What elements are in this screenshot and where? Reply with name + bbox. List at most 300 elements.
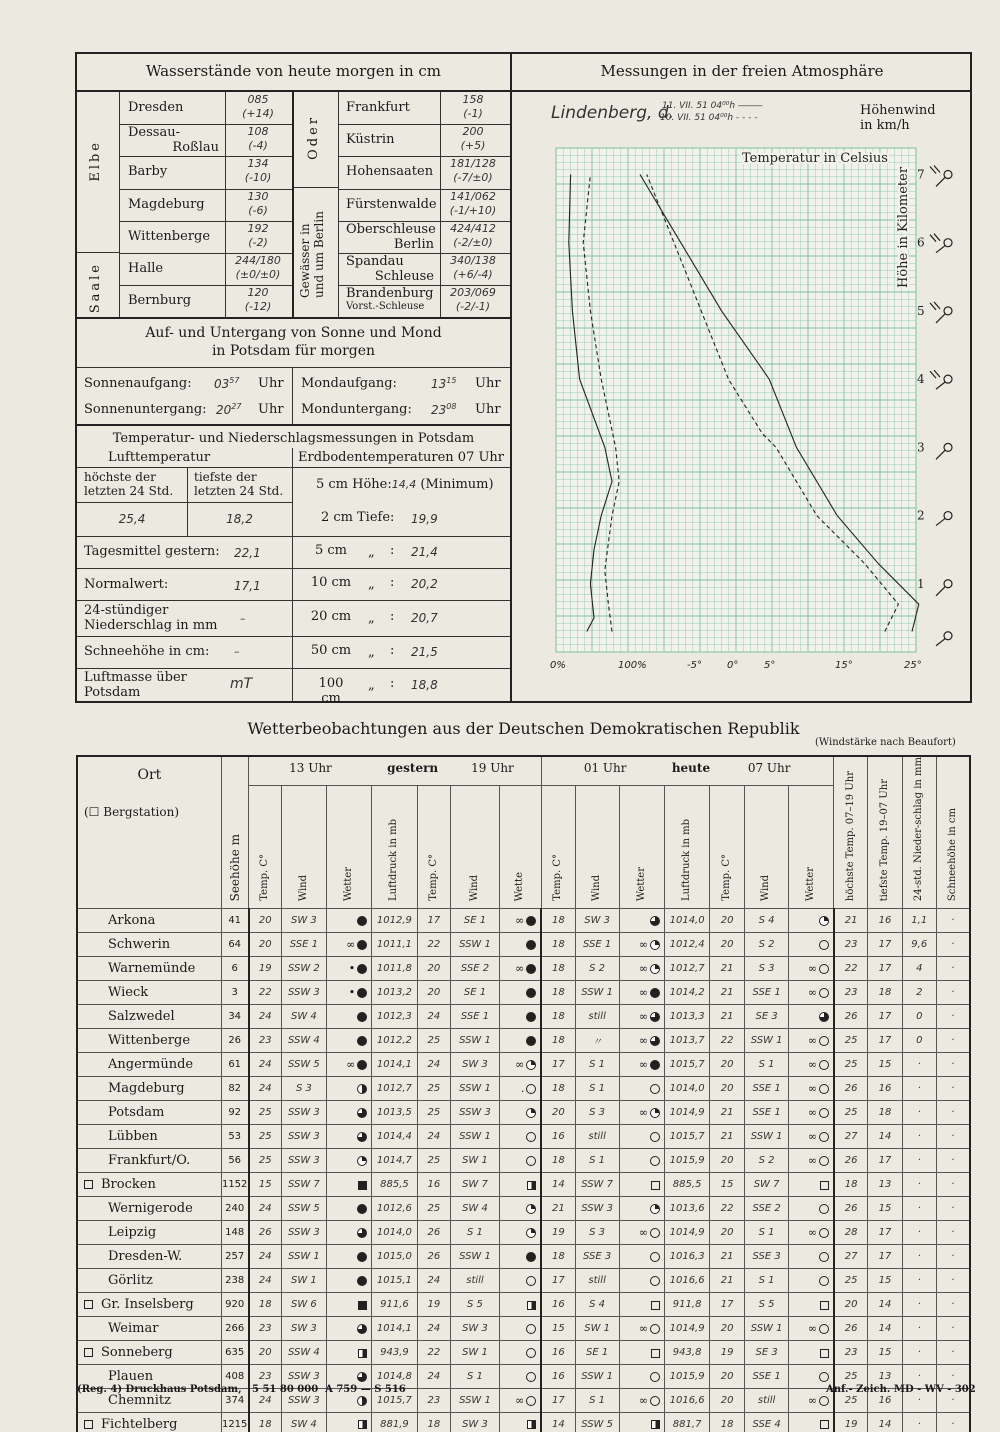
cell-x07 [789,1005,834,1029]
cell-w07: S 1 [744,1053,788,1077]
footer-right: Anf.- Zeich. MD - WV - 302 [826,1384,976,1395]
cell-w13: SSW 5 [281,1053,326,1077]
weather-extra-symbol: ∞ [515,962,525,976]
cell-p19: 1013,2 [372,981,417,1005]
weather-symbol-icon [819,1396,829,1406]
cell-t07: 21 [710,981,745,1005]
cell-w07: SSE 2 [744,1197,788,1221]
moonset-hour: 23 [431,403,447,417]
cell-t13: 24 [249,1245,282,1269]
place-name: Arkona [108,913,156,929]
water-level-change: (-2/±0) [453,235,493,249]
cell-w07: S 2 [744,1149,788,1173]
wetter07-label: Wetter [805,866,817,902]
cell-t13: 25 [249,1149,282,1173]
water-level-change: (-12) [244,300,272,314]
cell-x01 [619,1005,664,1029]
water-title: Wasserstände von heute morgen in cm [145,62,442,80]
weather-extra-symbol: • [348,986,356,1000]
cell-t07: 20 [710,909,745,933]
cell-w13: SSW 3 [281,981,326,1005]
cell-p19: 1011,8 [372,957,417,981]
cell-w07: S 2 [744,933,788,957]
cell-w01: S 3 [575,1221,619,1245]
cell-t07: 15 [710,1173,745,1197]
cell-t13: 24 [249,1077,282,1101]
weather-symbol-icon [650,1396,660,1406]
cell-x13 [327,1317,372,1341]
h19-label: 19 Uhr [471,761,514,775]
water-level-value: 120 [247,286,269,300]
table-row [77,1245,970,1269]
ditto-mark: „ [368,545,375,560]
cell-t19: 25 [417,1197,451,1221]
wind-symbols [930,165,952,645]
cell-w01: SSW 3 [575,1197,619,1221]
cell-p07: 1013,7 [664,1029,709,1053]
cell-p19: 1014,7 [372,1149,417,1173]
weather-symbol-icon [526,964,536,974]
normal-value: 17,1 [234,579,261,593]
weather-symbol-icon [651,1181,660,1190]
cell-min: 16 [868,909,903,933]
cell-x19 [499,1125,541,1149]
cell-x07 [789,933,834,957]
cell-t13: 22 [249,981,282,1005]
cell-height: 408 [221,1365,248,1389]
cell-t19: 25 [417,1149,451,1173]
cell-p07: 1014,0 [664,1077,709,1101]
cell-w01: S 1 [575,1053,619,1077]
atmo-date-2: 10. VII. 51 04⁰⁰h - - - - [660,113,758,123]
cell-p07: 1015,9 [664,1365,709,1389]
max-header [834,756,868,909]
cell-p07: 943,8 [664,1341,709,1365]
weather-symbol-icon [650,1156,660,1166]
place-name: Plauen [108,1369,154,1385]
aerology-chart [540,140,970,680]
cell-t13: 20 [249,909,282,933]
cell-p07: 1012,4 [664,933,709,957]
chart-grid [556,148,916,652]
table-row [77,1413,970,1432]
cell-w13: SW 1 [281,1269,326,1293]
cell-w01: 〃 [575,1029,619,1053]
weather-symbol-icon [819,1204,829,1214]
cell-p07: 885,5 [664,1173,709,1197]
y-tick-label: 4 [917,372,925,387]
cell-x07 [789,1245,834,1269]
cell-w07: SSW 1 [744,1029,788,1053]
cell-rr: · [902,1245,936,1269]
cell-p07: 1013,6 [664,1197,709,1221]
weather-symbol-icon [819,1108,829,1118]
cell-w01: SSW 1 [575,981,619,1005]
temp13-header [249,786,282,909]
cell-sn: · [936,1221,970,1245]
depth-label: 20 cm [310,609,352,624]
weather-symbol-icon [526,1108,536,1118]
wind-barb [936,632,952,646]
depth-label: 50 cm [310,643,352,658]
cell-t07: 20 [710,933,745,957]
water-level-value: 244/180 [235,254,281,267]
sunset-minute: 27 [231,402,242,411]
water-station-name-2: Vorst.-Schleuse [346,301,425,313]
cell-x19 [499,1365,541,1389]
cell-p19: 1012,3 [372,1005,417,1029]
place-name: Wieck [108,985,149,1001]
cell-x07 [789,981,834,1005]
cell-x07 [789,1101,834,1125]
weather-symbol-icon [819,988,829,998]
cell-p07: 1016,6 [664,1389,709,1413]
water-station-name: Brandenburg [346,286,434,302]
sunrise-minute: 57 [229,376,240,385]
water-station-name: Barby [128,164,168,180]
cell-t13: 19 [249,957,282,981]
cell-t13: 23 [249,1029,282,1053]
cell-x19 [499,1413,541,1432]
bergstation-icon [84,1420,93,1429]
table-row [77,1125,970,1149]
cell-x07 [789,1173,834,1197]
cell-max: 23 [834,981,868,1005]
cell-sn: · [936,1029,970,1053]
cell-w19: S 1 [451,1365,499,1389]
cell-t07: 17 [710,1293,745,1317]
wind-barb [930,165,952,186]
cell-x13 [327,1125,372,1149]
cell-sn: · [936,1173,970,1197]
weather-extra-symbol: ∞ [346,938,356,952]
cell-x13 [327,1245,372,1269]
cell-w19: S 5 [451,1293,499,1317]
cell-x13 [327,1101,372,1125]
cell-t07: 21 [710,1269,745,1293]
cell-w07: SSE 1 [744,1365,788,1389]
atmo-date-1: 11. VII. 51 04⁰⁰h ——— [662,101,762,111]
weather-symbol-icon [820,1301,829,1310]
weather-extra-symbol: ∞ [807,1082,817,1096]
cell-t19: 18 [417,1413,451,1432]
cell-w19: SSW 1 [451,1029,499,1053]
water-level-value: 192 [247,221,269,235]
weather-symbol-icon [357,1204,367,1214]
cell-height: 240 [221,1197,248,1221]
weather-symbol-icon [819,1324,829,1334]
heute-label: heute [671,761,711,775]
x-tick-label: 0° [727,660,739,671]
cell-min: 17 [868,1245,903,1269]
weather-symbol-icon [357,1372,367,1382]
table-row [77,1221,970,1245]
group-berlin: Gewässer in und um Berlin [298,211,326,298]
cell-x13 [327,1077,372,1101]
precip-value: – [240,612,246,625]
cell-w01: still [575,1125,619,1149]
weather-extra-symbol: ∞ [638,1010,648,1024]
cell-t01: 17 [541,1389,575,1413]
cell-w19: still [451,1269,499,1293]
y-tick-label: 7 [917,167,925,182]
cell-sn: · [936,1389,970,1413]
cell-t01: 14 [541,1413,575,1432]
cell-sn: · [936,1317,970,1341]
max-temp-label: höchste der letzten 24 Std. [84,470,174,498]
weather-symbol-icon [357,1060,367,1070]
cell-t07: 21 [710,1005,745,1029]
cell-x01 [619,909,664,933]
cell-x01 [619,1077,664,1101]
table-row [77,1269,970,1293]
water-station-name: Fürstenwalde [346,196,437,212]
cell-t13: 25 [249,1101,282,1125]
water-station-name-2: Berlin [393,236,434,252]
max-temp-value: 25,4 [118,512,146,526]
cell-height: 238 [221,1269,248,1293]
snow-value: – [234,645,240,658]
cell-w13: SSW 3 [281,1365,326,1389]
atmo-date-2-text: 10. VII. 51 04⁰⁰h [660,113,734,123]
cell-w13: SW 4 [281,1413,326,1432]
wind01-label: Wind [590,874,602,902]
cell-sn: · [936,1077,970,1101]
weather-symbol-icon [526,1156,536,1166]
cell-p19: 943,9 [372,1341,417,1365]
wetter13-header [327,786,372,909]
wind13-header [281,786,326,909]
weather-symbol-icon [357,1012,367,1022]
normal-row [84,577,261,593]
water-level-change: (-1) [463,107,483,120]
cell-max: 23 [834,1341,868,1365]
cell-t01: 21 [541,1197,575,1221]
moonset-minute: 08 [446,402,457,411]
wetter19-header [499,786,541,909]
cell-rr: 1,1 [902,909,936,933]
airmass-label: Luftmasse über Potsdam [84,670,187,700]
weather-symbol-icon [650,1084,660,1094]
cell-t19: 17 [417,909,451,933]
moonrise-hour: 13 [431,377,447,391]
weather-extra-symbol: ∞ [346,1058,356,1072]
seehoehe-header [221,756,248,909]
wetter01-label: Wetter [635,866,647,902]
cell-w07: SSE 1 [744,1101,788,1125]
cell-sn: · [936,957,970,981]
cell-w19: S 1 [451,1221,499,1245]
cell-max: 27 [834,1125,868,1149]
cell-p19: 1012,9 [372,909,417,933]
cell-w07: SW 7 [744,1173,788,1197]
cell-rr: · [902,1269,936,1293]
weather-extra-symbol: ∞ [638,962,648,976]
cell-t01: 18 [541,957,575,981]
cell-x13 [327,1293,372,1317]
cell-p19: 1014,0 [372,1221,417,1245]
chart-ylabel: Höhe in Kilometer [896,166,911,288]
h07-label: 07 Uhr [747,761,791,775]
y-tick-label: 2 [917,508,925,523]
moonrise-unit: Uhr [475,376,501,391]
cell-x19 [499,909,541,933]
luftdruck07-label: Luftdruck in mb [680,819,692,902]
seehoehe-label: Seehöhe m [227,833,242,902]
cell-x01 [619,1101,664,1125]
weather-symbol-icon [527,1420,536,1429]
cell-p19: 1012,6 [372,1197,417,1221]
x-tick-label: 15° [835,660,853,671]
water-station-name-2: Roßlau [172,140,219,156]
weather-extra-symbol: ∞ [515,1394,525,1408]
group-oder: Oder [306,115,321,160]
cell-x13 [327,933,372,957]
cell-rr: 4 [902,957,936,981]
cell-p19: 1013,5 [372,1101,417,1125]
weather-extra-symbol: ∞ [638,1106,648,1120]
weather-symbol-icon [526,1372,536,1382]
cell-rr: 9,6 [902,933,936,957]
cell-rr: · [902,1389,936,1413]
cell-w19: SW 3 [451,1053,499,1077]
weather-symbol-icon [357,1252,367,1262]
water-level-value: 158 [462,93,484,106]
depth-label: 10 cm [310,575,352,590]
weather-symbol-icon [819,1012,829,1022]
cell-x01 [619,1269,664,1293]
cell-height: 3 [221,981,248,1005]
weather-extra-symbol: ∞ [807,1394,817,1408]
cell-x19 [499,1149,541,1173]
wind07-label: Wind [760,874,772,902]
wind19-label: Wind [468,874,480,902]
place-name: Chemnitz [108,1393,171,1409]
sunset-row [84,402,290,417]
weather-symbol-icon [526,1324,536,1334]
cell-w13: SSW 5 [281,1197,326,1221]
bergstation-icon [84,1348,93,1357]
place-name: Weimar [108,1321,159,1337]
cell-x07 [789,1077,834,1101]
cell-t19: 24 [417,1053,451,1077]
cell-t19: 24 [417,1269,451,1293]
cell-w13: SW 3 [281,1317,326,1341]
weather-symbol-icon [526,1060,536,1070]
weather-extra-symbol: . [520,1082,525,1096]
weather-symbol-icon [650,1228,660,1238]
cell-max: 27 [834,1245,868,1269]
cell-max: 26 [834,1077,868,1101]
weather-symbol-icon [819,1276,829,1286]
cell-p07: 1015,7 [664,1053,709,1077]
table-row [77,1197,970,1221]
air-temp-heading: Lufttemperatur [108,450,211,465]
weather-symbol-icon [650,1036,660,1046]
cell-ort [77,933,221,957]
weather-extra-symbol: ∞ [515,914,525,928]
cell-x19 [499,1029,541,1053]
cell-sn: · [936,1293,970,1317]
weather-extra-symbol: ∞ [638,1058,648,1072]
cell-p19: 1015,0 [372,1245,417,1269]
y-tick-label: 1 [917,576,925,591]
cell-min: 16 [868,1077,903,1101]
temp19-header [417,786,451,909]
cell-height: 61 [221,1053,248,1077]
cell-x13 [327,1005,372,1029]
cell-w13: SSW 4 [281,1341,326,1365]
weather-symbol-icon [650,1060,660,1070]
weather-symbol-icon [819,940,829,950]
cell-p07: 1015,7 [664,1125,709,1149]
cell-x01 [619,957,664,981]
cell-w19: SW 1 [451,1149,499,1173]
moonrise-minute: 15 [446,376,457,385]
sunrise-hour: 03 [214,377,230,391]
cell-sn: · [936,1341,970,1365]
place-name: Görlitz [108,1273,153,1289]
cell-p19: 911,6 [372,1293,417,1317]
cell-t07: 21 [710,1245,745,1269]
temp19-label: Temp. C° [427,854,439,902]
cell-x13 [327,909,372,933]
cell-x13 [327,1197,372,1221]
cell-x19 [499,1077,541,1101]
cell-min: 14 [868,1317,903,1341]
cell-ort [77,981,221,1005]
place-name: Potsdam [108,1105,165,1121]
cell-w07: still [744,1389,788,1413]
table-row [77,1053,970,1077]
place-name: Salzwedel [108,1009,175,1025]
depth-label: 5 cm [314,543,347,558]
cell-w07: SSE 3 [744,1245,788,1269]
cell-max: 26 [834,1197,868,1221]
cell-min: 17 [868,1005,903,1029]
cell-w19: SE 1 [451,981,499,1005]
weather-symbol-icon [526,1036,536,1046]
place-name: Wittenberge [108,1033,191,1049]
weather-symbol-icon [357,1132,367,1142]
cell-t01: 18 [541,933,575,957]
water-level-change: (-6) [248,203,268,217]
weather-symbol-icon [819,1084,829,1094]
cell-t07: 22 [710,1029,745,1053]
wind-barb [936,443,952,459]
cell-rr: 2 [902,981,936,1005]
depth-colon: : [390,609,395,624]
cell-min: 17 [868,1149,903,1173]
cell-p19: 881,9 [372,1413,417,1432]
ground-5cm-label: 5 cm Höhe: [316,477,392,492]
cell-x19 [499,1389,541,1413]
cell-p07: 1014,9 [664,1221,709,1245]
cell-sn: · [936,1005,970,1029]
bergstation-label: (☐ Bergstation) [84,805,180,819]
cell-t19: 25 [417,1101,451,1125]
cell-w19: SE 1 [451,909,499,933]
observations-table [76,755,971,1432]
cell-w19: SSW 1 [451,1125,499,1149]
weather-extra-symbol: ∞ [807,1322,817,1336]
cell-x01 [619,1317,664,1341]
cell-x01 [619,1365,664,1389]
cell-w01: SSW 5 [575,1413,619,1432]
cell-t19: 26 [417,1245,451,1269]
cell-rr: · [902,1173,936,1197]
cell-w19: SSW 1 [451,1245,499,1269]
